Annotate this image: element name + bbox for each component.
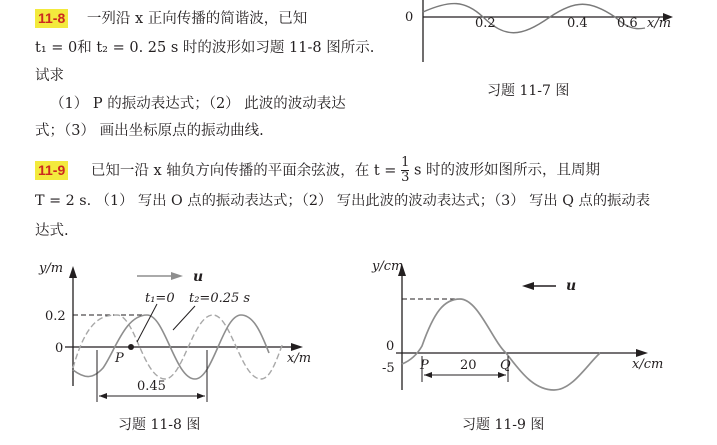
fraction-denominator: 3 bbox=[401, 170, 410, 185]
y-tick-minus5: -5 bbox=[382, 361, 395, 376]
problem-number-11-8: 11-8 bbox=[35, 9, 68, 28]
t2-leader-line bbox=[173, 306, 195, 330]
figure-11-9 bbox=[360, 250, 690, 410]
tick-label-0-6: 0.6 bbox=[617, 16, 638, 31]
distance-label: 20 bbox=[460, 358, 477, 373]
problem-11-9-line1 bbox=[35, 156, 600, 185]
y-tick-0: 0 bbox=[55, 341, 64, 356]
dimension-arrow-left bbox=[99, 393, 107, 399]
dimension-arrow-right bbox=[197, 393, 205, 399]
x-axis-label: x/m bbox=[647, 16, 672, 31]
velocity-label: u bbox=[566, 278, 577, 294]
velocity-label: u bbox=[193, 269, 204, 285]
origin-label: 0 bbox=[405, 10, 414, 25]
problem-text: 已知一沿 x 轴负方向传播的平面余弦波，在 t = bbox=[90, 162, 397, 179]
point-q-label: Q bbox=[500, 358, 511, 373]
problem-11-8-line4: （1） P 的振动表达式；（2） 此波的波动表达 bbox=[50, 96, 346, 112]
y-tick-0-2: 0.2 bbox=[45, 309, 66, 324]
figure-11-9-caption: 习题 11-9 图 bbox=[462, 417, 545, 433]
x-axis-label: x/cm bbox=[632, 357, 664, 372]
problem-11-9-line3: 达式. bbox=[35, 223, 69, 239]
problem-number-11-9: 11-9 bbox=[35, 161, 68, 180]
t1-leader-line bbox=[137, 304, 157, 342]
point-p-label: P bbox=[420, 358, 429, 373]
problem-text-cont: s 时的波形如图所示，且周期 bbox=[413, 162, 601, 179]
x-axis-arrow bbox=[291, 343, 303, 351]
y-axis-arrow bbox=[69, 266, 77, 278]
problem-text: 一列沿 x 正向传播的简谐波，已知 bbox=[86, 11, 308, 27]
x-axis-arrow bbox=[636, 349, 648, 357]
figure-11-8 bbox=[25, 258, 345, 408]
point-p bbox=[128, 344, 134, 350]
fraction-numerator: 1 bbox=[401, 155, 410, 170]
fraction-one-third bbox=[401, 156, 409, 185]
t2-label: t₂=0.25 s bbox=[189, 291, 251, 306]
figure-11-8-caption: 习题 11-8 图 bbox=[118, 417, 201, 433]
velocity-arrow-head bbox=[171, 272, 183, 280]
problem-11-8-line1 bbox=[35, 7, 307, 28]
x-axis-label: x/m bbox=[287, 351, 312, 366]
figure-11-7-caption: 习题 11-7 图 bbox=[487, 83, 570, 99]
t1-label: t₁=0 bbox=[145, 291, 175, 306]
y-axis-label: y/m bbox=[39, 261, 64, 276]
y-axis-label: y/cm bbox=[372, 259, 404, 274]
point-p-label: P bbox=[115, 351, 124, 366]
problem-11-8-line3: 试求 bbox=[35, 68, 64, 84]
tick-label-0-4: 0.4 bbox=[567, 16, 588, 31]
tick-label-0-2: 0.2 bbox=[475, 16, 496, 31]
y-tick-0: 0 bbox=[386, 339, 395, 354]
distance-label: 0.45 bbox=[137, 379, 166, 394]
problem-11-9-line2: T = 2 s. （1） 写出 O 点的振动表达式；（2） 写出此波的波动表达式；（3） 写出 Q 点的振动表 bbox=[35, 193, 651, 209]
problem-11-8-line2: t₁ = 0和 t₂ = 0. 25 s 时的波形如习题 11-8 图所示. bbox=[35, 40, 375, 56]
wave-curve bbox=[423, 4, 645, 33]
problem-11-8-line5: 式；（3） 画出坐标原点的振动曲线. bbox=[35, 123, 264, 139]
